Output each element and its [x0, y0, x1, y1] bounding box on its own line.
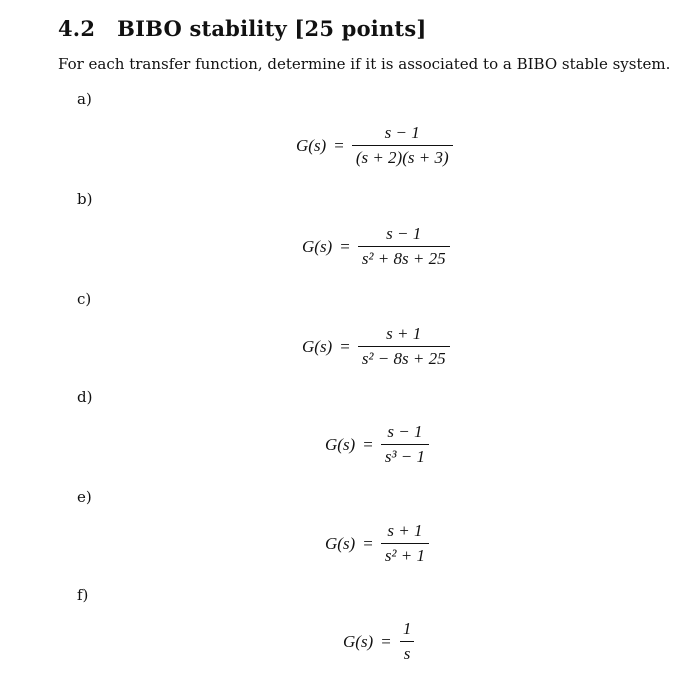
problem-label-a: a)	[77, 90, 92, 108]
equation-lhs: G(s)	[302, 236, 333, 256]
fraction	[358, 324, 450, 369]
equals-sign: =	[340, 236, 350, 256]
numerator: 1	[402, 619, 412, 638]
intro-text: For each transfer function, determine if it is associated to a BIBO stable system.	[58, 55, 671, 73]
problem-label-f: f)	[77, 586, 89, 604]
section-title: BIBO stability [25 points]	[117, 16, 427, 41]
equation-f	[343, 619, 415, 664]
equation-lhs: G(s)	[325, 533, 356, 553]
section-heading	[58, 16, 426, 41]
equation-lhs: G(s)	[296, 135, 327, 155]
numerator: s + 1	[387, 521, 423, 540]
fraction	[381, 521, 429, 566]
equation-lhs: G(s)	[343, 631, 374, 651]
problem-label-d: d)	[77, 388, 93, 406]
equation-b	[302, 224, 450, 269]
fraction	[358, 224, 450, 269]
section-number: 4.2	[58, 16, 96, 41]
equation-a	[296, 123, 453, 168]
equation-lhs: G(s)	[302, 336, 333, 356]
problem-label-b: b)	[77, 190, 93, 208]
problem-label-e: e)	[77, 488, 92, 506]
equation-lhs: G(s)	[325, 434, 356, 454]
denominator: (s + 2)(s + 3)	[352, 145, 453, 168]
numerator: s − 1	[387, 422, 423, 441]
fraction	[399, 619, 416, 664]
denominator: s² − 8s + 25	[358, 346, 450, 369]
equals-sign: =	[381, 631, 391, 651]
numerator: s + 1	[386, 324, 422, 343]
equals-sign: =	[340, 336, 350, 356]
denominator: s² + 1	[381, 543, 429, 566]
fraction	[352, 123, 453, 168]
equation-d	[325, 422, 429, 467]
equation-e	[325, 521, 429, 566]
problem-label-c: c)	[77, 290, 92, 308]
numerator: s − 1	[384, 123, 420, 142]
equals-sign: =	[363, 434, 373, 454]
equation-c	[302, 324, 450, 369]
fraction	[381, 422, 429, 467]
equals-sign: =	[334, 135, 344, 155]
denominator: s	[400, 641, 415, 664]
denominator: s³ − 1	[381, 444, 429, 467]
equals-sign: =	[363, 533, 373, 553]
denominator: s² + 8s + 25	[358, 246, 450, 269]
numerator: s − 1	[386, 224, 422, 243]
